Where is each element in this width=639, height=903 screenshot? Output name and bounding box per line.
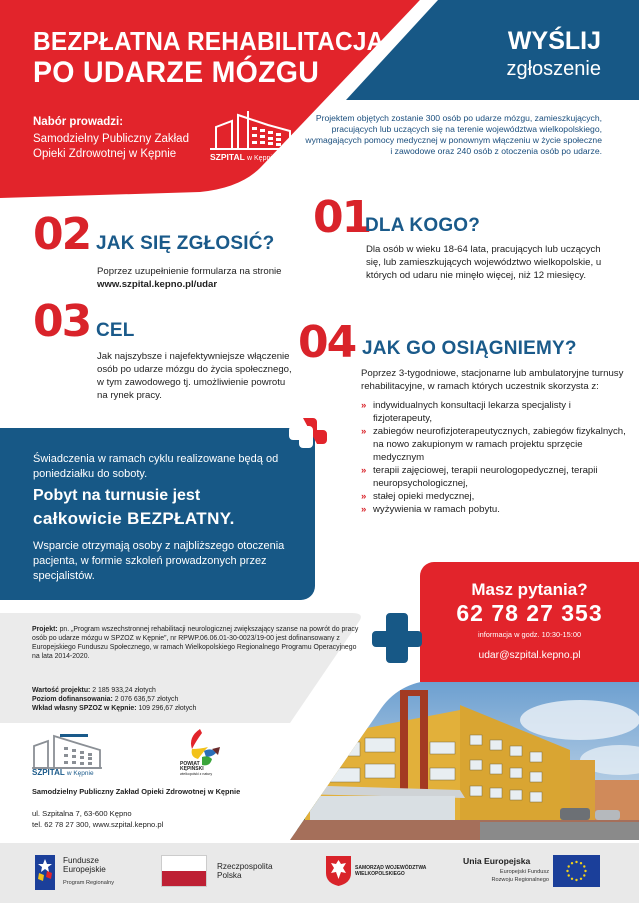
section-title-how-achieve: JAK GO OSIĄGNIEMY?: [362, 338, 577, 359]
send-application-subtitle[interactable]: zgłoszenie: [506, 58, 601, 80]
logo-text-sub: w Kępnie: [247, 155, 276, 162]
info-headline-line1: Pobyt na turnusie jest: [33, 487, 201, 504]
list-item: » stałej opieki medycznej,: [361, 490, 631, 503]
project-value-row: [32, 695, 196, 704]
application-form-link[interactable]: www.szpital.kepno.pl/udar: [97, 279, 218, 290]
project-value-row: [32, 704, 196, 713]
list-item: » indywidualnych konsultacji lekarza specjalisty i fizjoterapeuty,: [361, 399, 631, 425]
plus-cross-icon: [372, 613, 422, 663]
list-item: » wyżywienia w ramach pobytu.: [361, 503, 631, 516]
how-to-apply-text: Poprzez uzupełnienie formularza na stronie: [97, 266, 282, 277]
value-label: Poziom dofinansowania:: [32, 696, 113, 703]
section-body-for-whom: Dla osób w wieku 18-64 lata, pracujących lub uczących się, lub zamieszkujących województwo wielkopolskie, u których od udaru nie minęło więcej, niż 12 miesięcy.: [366, 244, 602, 281]
eu-star-icon: [584, 870, 586, 872]
value-amount: 109 296,67 złotych: [138, 705, 197, 712]
section-body-goal: Jak najszybsze i najefektywniejsze włączenie osób po udarze mózgu do życia społecznego, w tym zawodowego tj. umożliwienie powrotu na rynek pracy.: [97, 351, 292, 401]
organization-address: [32, 808, 163, 830]
fe-line1: Fundusze: [63, 856, 99, 865]
eu-star-icon: [568, 865, 570, 867]
contact-line: tel. 62 78 27 300, www.szpital.kepno.pl: [32, 820, 164, 829]
eu-star-icon: [571, 862, 573, 864]
section-body-how-to-apply: [97, 265, 327, 291]
powiat-logo-text: [180, 762, 220, 777]
value-amount: 2 076 636,57 złotych: [114, 696, 179, 703]
contact-question: Masz pytania?: [471, 580, 588, 599]
eu-star-icon: [571, 878, 573, 880]
value-amount: 2 185 933,24 złotych: [92, 687, 156, 694]
organizer-label: Nabór prowadzi:: [33, 116, 124, 128]
logo-main: SZPITAL: [32, 768, 65, 777]
organization-name: Samodzielny Publiczny Zakład Opieki Zdrowotnej w Kępnie: [32, 787, 241, 796]
pl-line2: Polska: [217, 871, 242, 880]
rzeczpospolita-polska-text: [217, 862, 273, 880]
pl-line1: Rzeczpospolita: [217, 862, 273, 871]
eu-subtitle: [470, 868, 549, 884]
powiat-tagline: wielkopolski z natury: [180, 772, 213, 776]
eu-star-icon: [566, 870, 568, 872]
how-achieve-intro: Poprzez 3-tygodniowe, stacjonarne lub ambulatoryjne turnusy rehabilitacyjne, w ramach których uczestnik skorzysta z:: [361, 368, 624, 392]
send-application-title[interactable]: WYŚLIJ: [507, 27, 601, 55]
contact-email[interactable]: udar@szpital.kepno.pl: [478, 650, 581, 661]
wielkopolska-text: [355, 865, 426, 877]
address-line: ul. Szpitalna 7, 63-600 Kępno: [32, 809, 132, 818]
wlkp-line2: WIELKOPOLSKIEGO: [355, 871, 405, 877]
contact-hours: informacja w godz. 10:30-15:00: [477, 630, 582, 639]
project-values: [32, 686, 196, 713]
list-item: » zabiegów neurofizjoterapeutycznych, zabiegów fizykalnych, na nowo zakupionym w ramach projektu sprzęcie medycznym: [361, 425, 631, 464]
fe-title: [63, 856, 106, 874]
services-list: [361, 399, 631, 516]
eu-flag-icon: [553, 855, 600, 887]
eu-star-icon: [575, 861, 577, 863]
project-text: pn. „Program wszechstronnej rehabilitacji neurologicznej zwiększający szanse na powrót do pracy osób po udarze mózgu w SPZOZ w Kępnie”, nr RPWP.06.06.01-30-0023/19-00 jest dofinansowany z Europejskiego Funduszu Społecznego, w ramach Wielkopolskiego Regionalnego Programu Operacyjnego na lata 2014-2020.: [32, 626, 359, 660]
fundusze-europejskie-logo: [35, 855, 55, 890]
main-title-line2: PO UDARZE MÓZGU: [33, 56, 320, 89]
hospital-photo: [260, 680, 639, 840]
eu-star-icon: [575, 879, 577, 881]
section-title-how-to-apply: JAK SIĘ ZGŁOSIĆ?: [96, 233, 275, 254]
fe-line2: Europejskie: [63, 865, 106, 874]
wlkp-line1: SAMORZĄD WOJEWÓDZTWA: [355, 865, 427, 871]
eu-star-icon: [583, 874, 585, 876]
value-label: Wartość projektu:: [32, 687, 91, 694]
powiat-name: POWIAT KĘPIŃSKI: [180, 761, 204, 772]
section-title-for-whom: DLA KOGO?: [365, 215, 481, 236]
section-number-02: 02: [33, 209, 91, 260]
logo-text-main: SZPITAL: [210, 152, 245, 162]
section-body-how-achieve: [361, 367, 631, 516]
fe-subtitle: Program Regionalny: [63, 880, 114, 886]
eu-line1: Europejski Fundusz: [499, 869, 549, 875]
wielkopolska-crest-icon: [325, 855, 352, 887]
info-schedule-text: Świadczenia w ramach cyklu realizowane będą od poniedziałku do soboty.: [33, 453, 279, 480]
section-number-03: 03: [33, 296, 91, 347]
medical-cross-icon: [285, 416, 327, 458]
list-item: » terapii zajęciowej, terapii neurologopedycznej, terapii neuropsychologicznej,: [361, 464, 631, 490]
polish-flag-icon: [161, 855, 207, 887]
section-number-04: 04: [298, 317, 356, 368]
contact-phone[interactable]: 62 78 27 353: [456, 600, 603, 626]
eu-star-icon: [568, 874, 570, 876]
project-info-text: [32, 625, 362, 661]
hospital-logo-text: [210, 152, 276, 162]
section-title-goal: CEL: [96, 320, 135, 341]
logo-sub: w Kępnie: [66, 770, 94, 777]
main-title-line1: BEZPŁATNA REHABILITACJA: [33, 26, 385, 56]
info-headline-line2: całkowicie BEZPŁATNY.: [33, 509, 235, 528]
value-label: Wkład własny SPZOZ w Kępnie:: [32, 705, 137, 712]
project-description: Projektem objętych zostanie 300 osób po udarze mózgu, zamieszkujących, pracujących lub uczących się na terenie województwa wielkopolskiego, wymagających pomocy medycznej w ponownym włączeniu w życie społeczne i zawodowe oraz 240 osób z otoczenia osób po udarze.: [305, 113, 602, 156]
organizer-name: Samodzielny Publiczny Zakład Opieki Zdrowotnej w Kępnie: [33, 133, 189, 160]
project-label: Projekt:: [32, 626, 58, 633]
eu-star-icon: [580, 878, 582, 880]
section-number-01: 01: [313, 192, 371, 243]
project-value-row: [32, 686, 196, 695]
eu-star-icon: [583, 865, 585, 867]
eu-star-icon: [580, 862, 582, 864]
hospital-logo-label: [32, 768, 94, 777]
eu-line2: Rozwoju Regionalnego: [491, 877, 549, 883]
eu-title: Unia Europejska: [463, 856, 531, 866]
info-support-text: Wsparcie otrzymają osoby z najbliższego otoczenia pacjenta, w formie szkoleń prowadzonych przez specjalistów.: [33, 540, 285, 582]
